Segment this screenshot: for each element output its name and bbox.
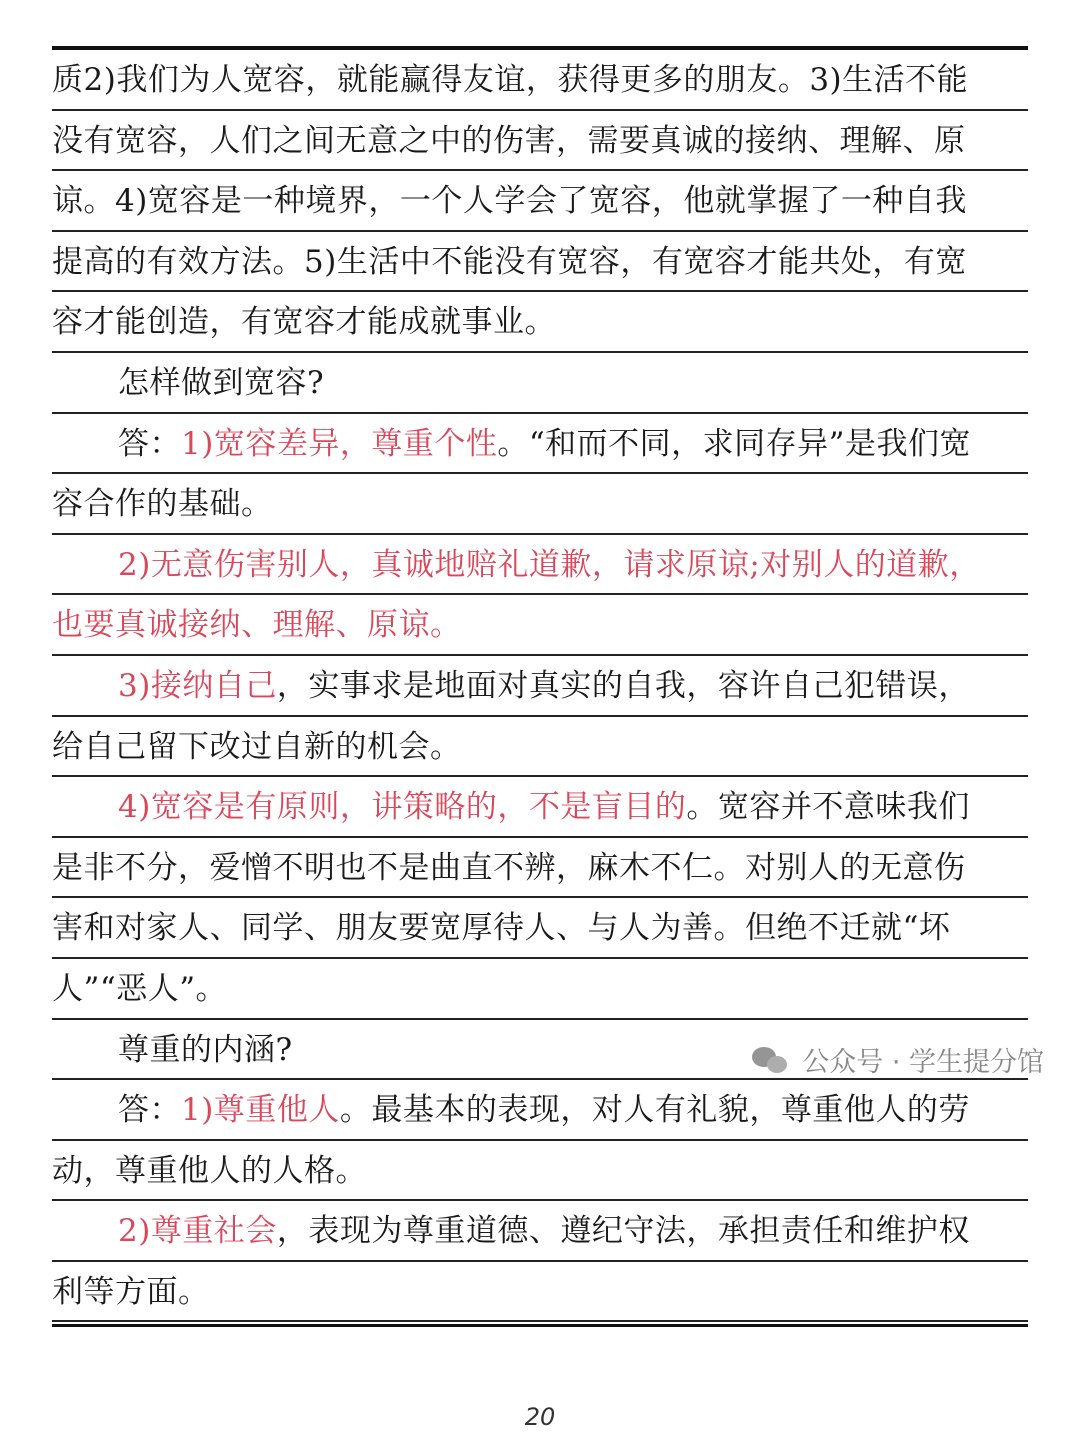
text-line [52,959,1028,1020]
line-text: 怎样做到宽容? [118,364,325,401]
watermark-text: 公众号 · 学生提分馆 [802,1047,1044,1078]
line-text: 谅。4)宽容是一种境界，一个人学会了宽容，他就掌握了一种自我 [52,183,967,220]
line-text: 容才能创造，有宽容才能成就事业。 [52,304,556,341]
text-line [52,474,1028,535]
line-text: 质2)我们为人宽容，就能赢得友谊，获得更多的朋友。3)生活不能 [52,62,969,98]
highlighted-answer: 4)宽容是有原则，讲策略的，不是盲目的 [118,789,687,826]
wechat-icon [752,1045,792,1075]
text-line [52,292,1028,353]
text-line [52,353,1028,414]
line-text: ，实事求是地面对真实的自我，容许自己犯错误， [276,667,970,704]
line-text: 。宽容并不意味我们 [686,789,970,826]
highlighted-answer: 1)尊重他人 [181,1092,340,1129]
line-text: 没有宽容，人们之间无意之中的伤害，需要真诚的接纳、理解、原 [52,122,966,159]
text-line [52,1080,1028,1141]
line-text: 利等方面。 [52,1273,210,1310]
text-line [52,111,1028,172]
text-line [52,656,1028,717]
highlighted-answer: 2)无意伤害别人，真诚地赔礼道歉，请求原谅;对别人的道歉， [118,546,981,583]
text-line [52,1201,1028,1262]
highlighted-answer: 3)接纳自己 [118,667,277,704]
highlighted-answer: 2)尊重社会 [118,1213,277,1250]
text-line [52,717,1028,778]
line-text: 容合作的基础。 [52,486,273,523]
text-line [52,414,1028,475]
text-line [52,777,1028,838]
watermark [752,1040,1044,1079]
line-text: 是非不分，爱憎不明也不是曲直不辨，麻木不仁。对别人的无意伤 [52,849,966,886]
text-line [52,838,1028,899]
text-line [52,232,1028,293]
line-text: 答： [118,425,181,462]
line-text: ，表现为尊重道德、遵纪守法，承担责任和维护权 [276,1213,970,1250]
page-number: 20 [524,1403,556,1431]
line-text: 提高的有效方法。5)生活中不能没有宽容，有宽容才能共处，有宽 [52,243,967,280]
text-line [52,1141,1028,1202]
text-line [52,595,1028,656]
highlighted-answer: 1)宽容差异，尊重个性 [181,425,498,462]
line-text: 害和对家人、同学、朋友要宽厚待人、与人为善。但绝不迁就“坏 [52,910,951,947]
line-text: 人”“恶人”。 [52,970,228,1007]
line-text: 给自己留下改过自新的机会。 [52,728,462,765]
text-line [52,50,1028,111]
highlighted-answer: 也要真诚接纳、理解、原谅。 [52,607,462,644]
text-line [52,171,1028,232]
bottom-rule [52,1324,1028,1327]
line-text: 动，尊重他人的人格。 [52,1152,367,1189]
line-text: 。最基本的表现，对人有礼貌，尊重他人的劳 [339,1092,970,1129]
text-lines [52,50,1028,1322]
text-line [52,535,1028,596]
line-text: 答： [118,1092,181,1129]
text-line [52,1262,1028,1323]
line-text: 。“和而不同，求同存异”是我们宽 [497,425,972,462]
text-line [52,898,1028,959]
notebook-page [52,46,1028,1327]
line-text: 尊重的内涵? [118,1031,293,1068]
